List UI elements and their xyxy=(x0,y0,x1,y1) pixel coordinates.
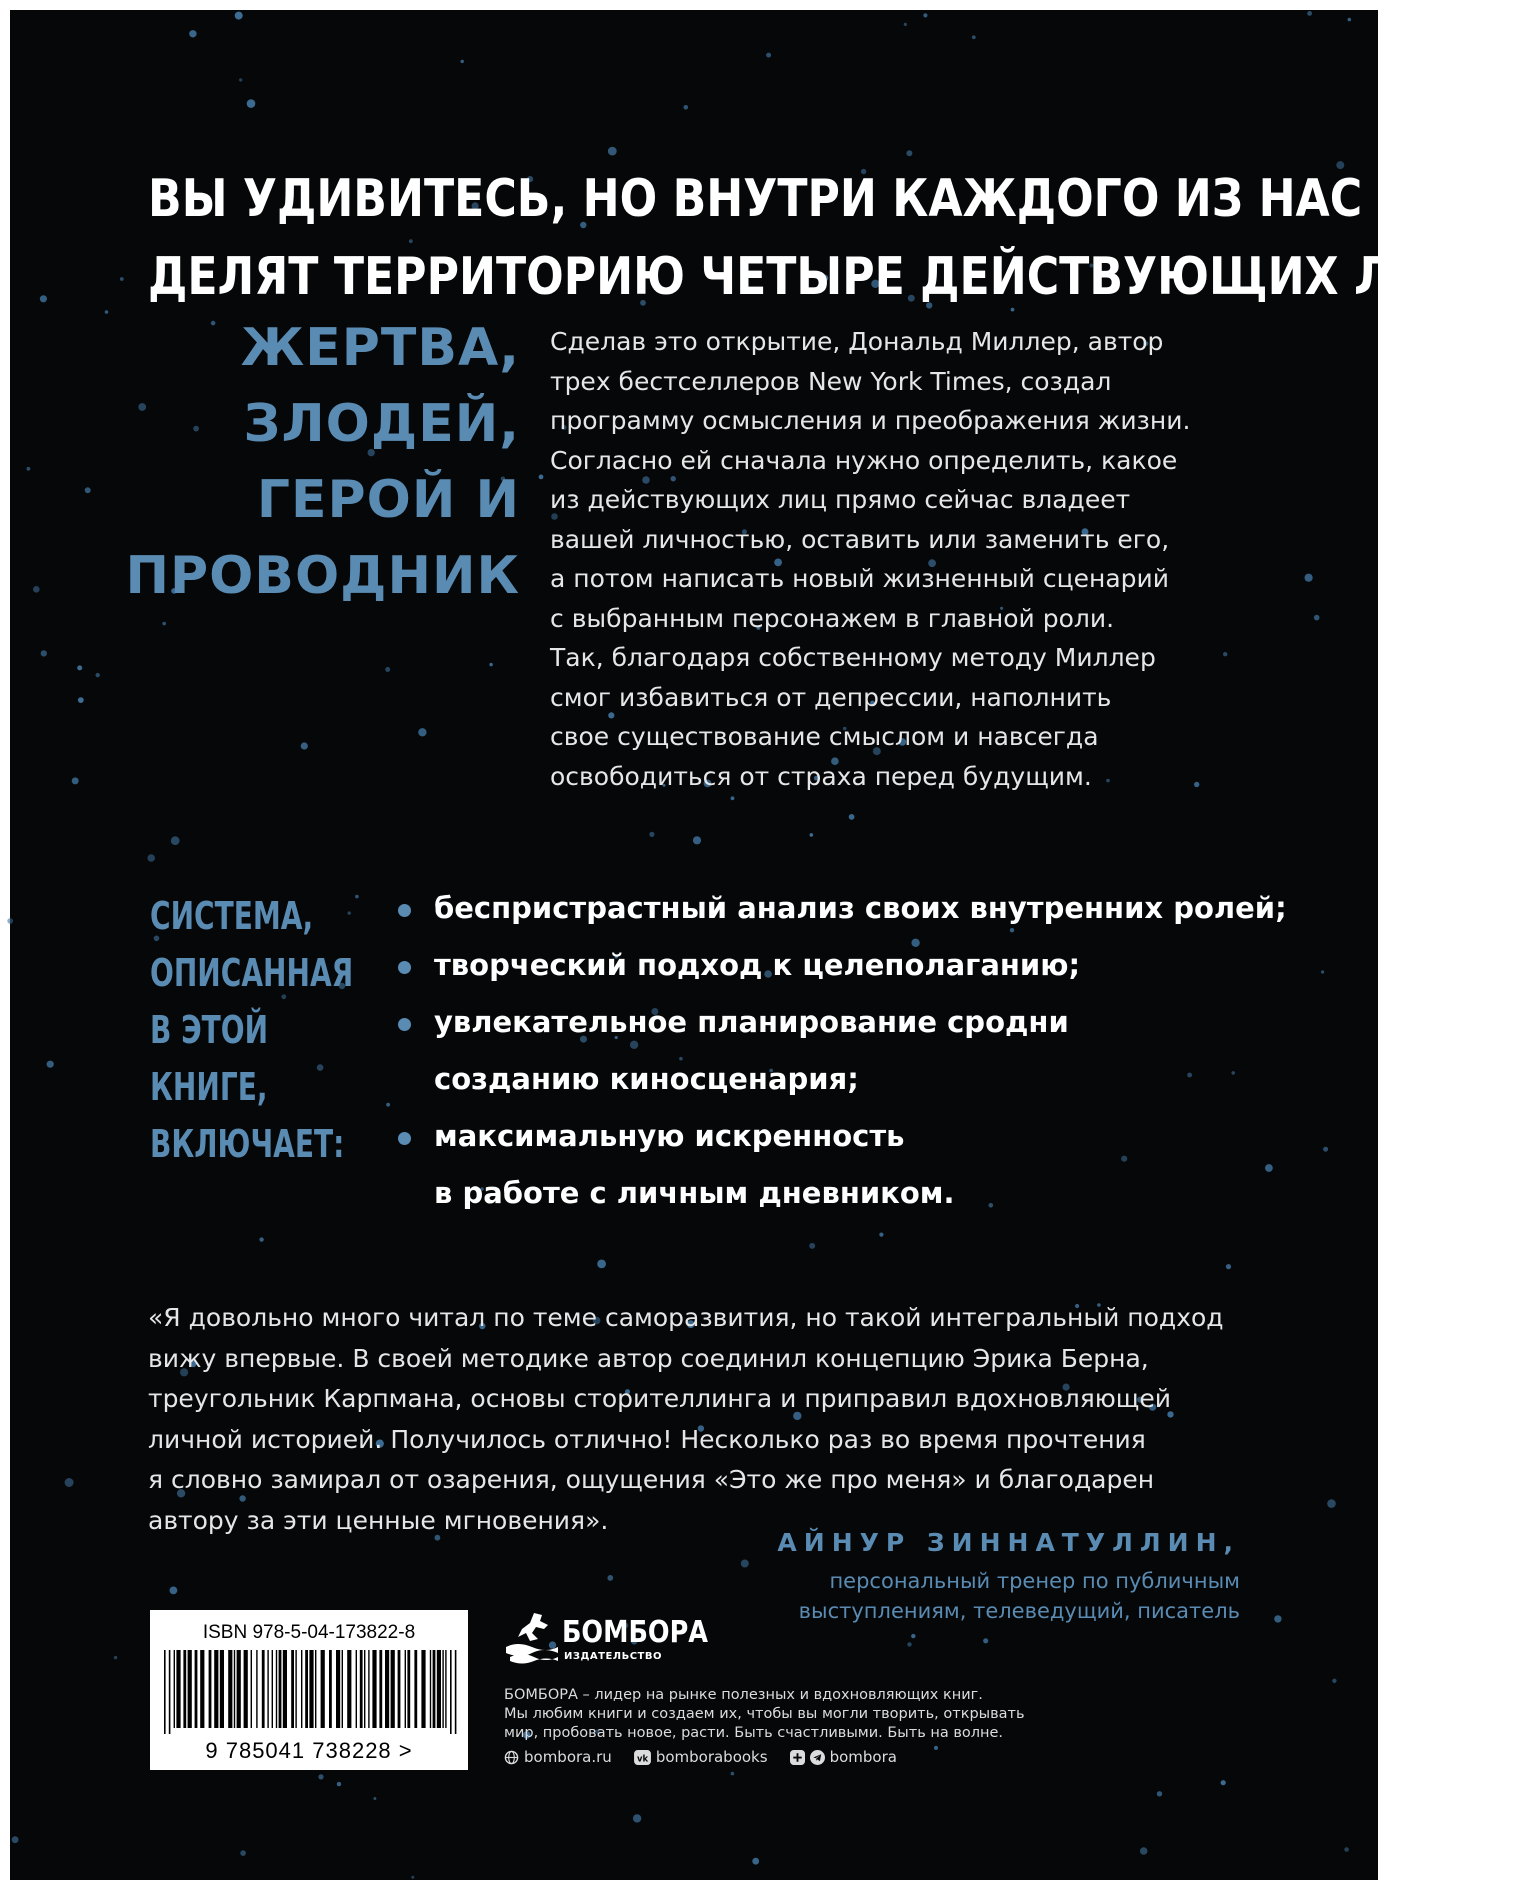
vk-icon xyxy=(634,1750,651,1765)
barcode-bar xyxy=(176,1650,180,1728)
barcode-bar xyxy=(364,1650,365,1728)
star-dot xyxy=(1332,1679,1336,1683)
publisher-description xyxy=(504,1686,1064,1743)
barcode-bar xyxy=(385,1650,389,1728)
star-dot xyxy=(386,1103,390,1107)
system-line: КНИГЕ, xyxy=(150,1065,268,1109)
star-dot xyxy=(318,1774,323,1779)
bullet-dot-icon xyxy=(398,904,411,917)
barcode-bar xyxy=(276,1650,277,1728)
star-dot xyxy=(911,1634,915,1638)
star-dot xyxy=(147,854,155,862)
barcode-bar xyxy=(342,1650,343,1728)
barcode-bar xyxy=(329,1650,332,1728)
social-telegram-text: bombora xyxy=(829,1748,897,1766)
author-title-line: персональный тренер по публичным xyxy=(829,1569,1240,1593)
star-dot xyxy=(171,836,180,845)
testimonial-quote xyxy=(148,1298,1318,1541)
list-item xyxy=(398,880,1358,937)
star-dot xyxy=(120,277,124,281)
barcode-bar xyxy=(295,1650,296,1728)
social-vk[interactable] xyxy=(634,1748,768,1766)
plus-icon xyxy=(790,1750,805,1765)
barcode-bar xyxy=(347,1650,351,1728)
description-line: освободиться от страха перед будущим. xyxy=(550,761,1092,791)
list-item-text: максимальную искренность xyxy=(434,1119,905,1153)
barcode-bar xyxy=(336,1650,340,1728)
barcode-bar xyxy=(407,1650,410,1728)
list-item-text: беспристрастный анализ своих внутренних ролей; xyxy=(434,891,1287,925)
star-dot xyxy=(906,150,912,156)
globe-icon xyxy=(504,1750,519,1765)
barcode-bar xyxy=(398,1650,401,1728)
star-dot xyxy=(972,35,976,39)
barcode-bar xyxy=(301,1650,302,1728)
social-website-text: bombora.ru xyxy=(524,1748,612,1766)
barcode-bar xyxy=(433,1650,436,1728)
star-dot xyxy=(809,1243,815,1249)
star-dot xyxy=(239,78,242,81)
telegram-icon xyxy=(810,1750,825,1765)
star-dot xyxy=(411,1876,414,1879)
description-line: Сделав это открытие, Дональд Миллер, автор xyxy=(550,327,1164,356)
roles-list xyxy=(110,310,520,614)
headline-line-1: ВЫ УДИВИТЕСЬ, НО ВНУТРИ КАЖДОГО ИЗ НАС xyxy=(148,169,1363,229)
star-dot xyxy=(170,1587,178,1595)
star-dot xyxy=(649,832,654,837)
star-dot xyxy=(752,1858,759,1865)
description-line: трех бестселлеров New York Times, создал xyxy=(550,366,1112,396)
list-item-continuation xyxy=(398,1051,1358,1108)
barcode-bar xyxy=(379,1650,382,1728)
star-dot xyxy=(77,665,82,670)
barcode-bar xyxy=(414,1650,417,1728)
barcode-bar xyxy=(251,1650,252,1728)
star-dot xyxy=(189,30,196,37)
bullet-dot-icon xyxy=(398,1132,411,1145)
star-dot xyxy=(731,1772,735,1776)
star-dot xyxy=(731,796,735,800)
list-item-continuation xyxy=(398,1165,1358,1222)
barcode-bar xyxy=(272,1650,273,1728)
star-dot xyxy=(904,23,907,26)
star-dot xyxy=(12,1836,19,1843)
star-dot xyxy=(85,487,91,493)
barcode-bar xyxy=(200,1650,204,1728)
barcode-bar xyxy=(164,1650,166,1734)
barcode-bar xyxy=(214,1650,218,1728)
star-dot xyxy=(1274,1615,1281,1622)
barcode-bar xyxy=(209,1650,212,1728)
star-dot xyxy=(259,1237,263,1241)
barcode-bar xyxy=(445,1650,446,1728)
star-dot xyxy=(40,295,47,302)
barcode-bar xyxy=(234,1650,235,1728)
barcode-bar xyxy=(360,1650,363,1728)
star-dot xyxy=(1344,1847,1349,1852)
star-dot xyxy=(7,918,13,924)
barcode-bar xyxy=(183,1650,186,1728)
barcode-bar xyxy=(372,1650,376,1728)
system-heading xyxy=(150,888,363,1173)
barcode-bar xyxy=(450,1650,452,1734)
barcode xyxy=(164,1650,459,1734)
barcode-bar xyxy=(356,1650,357,1728)
star-dot xyxy=(1314,615,1320,621)
publisher-desc-line: мир, пробовать новое, расти. Быть счастливыми. Быть на волне. xyxy=(504,1725,1004,1741)
star-dot xyxy=(27,467,31,471)
star-dot xyxy=(1336,161,1344,169)
isbn-label: ISBN 978-5-04-173822-8 xyxy=(202,1622,416,1643)
star-dot xyxy=(608,147,617,156)
barcode-digits: 9 785041 738228 > xyxy=(205,1738,413,1763)
barcode-bar xyxy=(437,1650,441,1728)
bombora-logo-icon xyxy=(504,1611,560,1663)
list-item xyxy=(398,994,1358,1051)
description-line: Согласно ей сначала нужно определить, какое xyxy=(550,445,1178,475)
star-dot xyxy=(597,1260,606,1269)
list-item-text: увлекательное планирование сродни xyxy=(434,1005,1069,1039)
system-line: СИСТЕМА, xyxy=(150,894,314,938)
barcode-bar xyxy=(188,1650,192,1728)
star-dot xyxy=(1327,1499,1336,1508)
star-dot xyxy=(907,1642,911,1646)
list-item xyxy=(398,1108,1358,1165)
star-dot xyxy=(489,663,492,666)
publisher-name: БОМБОРА xyxy=(562,1615,709,1650)
barcode-bar xyxy=(305,1650,308,1728)
headline-line-2: ДЕЛЯТ ТЕРРИТОРИЮ ЧЕТЫРЕ ДЕЙСТВУЮЩИХ ЛИЦА: xyxy=(148,247,1521,307)
star-dot xyxy=(539,475,544,480)
quote-line: «Я довольно много читал по теме саморазвития, но такой интегральный подход xyxy=(148,1303,1224,1332)
star-dot xyxy=(78,697,84,703)
star-dot xyxy=(1226,1264,1231,1269)
quote-line: треугольник Карпмана, основы сторителлинга и приправил вдохновляющей xyxy=(148,1384,1171,1413)
publisher-desc-line: БОМБОРА – лидер на рынке полезных и вдохновляющих книг. xyxy=(504,1687,983,1703)
quote-line: автору за эти ценные мгновения». xyxy=(148,1505,609,1535)
quote-line: я словно замирал от озарения, ощущения «Это же про меня» и благодарен xyxy=(148,1465,1155,1494)
description-line: из действующих лиц прямо сейчас владеет xyxy=(550,485,1131,514)
barcode-bar xyxy=(368,1650,369,1728)
social-website[interactable] xyxy=(504,1748,612,1766)
star-dot xyxy=(1221,1780,1226,1785)
social-telegram[interactable] xyxy=(790,1748,897,1766)
star-dot xyxy=(1348,18,1352,22)
star-dot xyxy=(684,105,689,110)
barcode-bar xyxy=(262,1650,265,1728)
book-back-cover xyxy=(10,10,1521,1880)
barcode-bar xyxy=(174,1650,175,1728)
star-dot xyxy=(1157,1791,1162,1796)
description-line: а потом написать новый жизненный сценарий xyxy=(550,564,1170,593)
barcode-bar xyxy=(455,1650,457,1734)
social-vk-text: bomborabooks xyxy=(655,1748,768,1766)
svg-text:vk: vk xyxy=(636,1752,648,1763)
bullet-dot-icon xyxy=(398,1018,411,1031)
role-guide: ПРОВОДНИК xyxy=(125,546,520,606)
barcode-bar xyxy=(279,1650,282,1728)
star-dot xyxy=(96,673,100,677)
list-item-text: творческий подход к целеполаганию; xyxy=(434,948,1081,982)
star-dot xyxy=(1305,574,1313,582)
description-line: с выбранным персонажем в главной роли. xyxy=(550,603,1115,633)
star-dot xyxy=(810,833,814,837)
list-item-text: в работе с личным дневником. xyxy=(434,1176,955,1210)
features-list xyxy=(398,880,1358,1222)
role-hero: ГЕРОЙ И xyxy=(256,470,520,530)
quote-author-name: АЙНУР ЗИННАТУЛЛИН, xyxy=(777,1528,1240,1557)
system-line: В ЭТОЙ xyxy=(150,1008,269,1052)
quote-author-title xyxy=(670,1566,1240,1626)
star-dot xyxy=(934,1746,938,1750)
description-line: свое существование смыслом и навсегда xyxy=(550,722,1099,751)
barcode-bar xyxy=(256,1650,257,1728)
star-dot xyxy=(373,1797,376,1800)
star-dot xyxy=(240,1850,246,1856)
star-dot xyxy=(607,1575,613,1581)
star-dot xyxy=(33,586,40,593)
barcode-bar xyxy=(391,1650,395,1728)
barcode-bar xyxy=(267,1650,268,1728)
star-dot xyxy=(418,728,426,736)
star-dot xyxy=(162,622,166,626)
star-dot xyxy=(766,53,771,58)
description-line: программу осмысления и преображения жизни. xyxy=(550,406,1191,435)
description-line: Так, благодаря собственному методу Миллер xyxy=(550,643,1156,672)
headline xyxy=(148,160,1521,316)
star-dot xyxy=(72,777,79,784)
star-dot xyxy=(47,1061,54,1068)
star-dot xyxy=(983,1638,988,1643)
system-line: ОПИСАННАЯ xyxy=(150,951,354,995)
list-item xyxy=(398,937,1358,994)
barcode-bar xyxy=(442,1650,443,1728)
star-dot xyxy=(633,1814,641,1822)
star-dot xyxy=(301,742,308,749)
quote-line: личной историей. Получилось отлично! Несколько раз во время прочтения xyxy=(148,1424,1146,1454)
barcode-bar xyxy=(244,1650,248,1728)
barcode-bar xyxy=(237,1650,241,1728)
star-dot xyxy=(41,650,47,656)
barcode-bar xyxy=(405,1650,406,1728)
star-dot xyxy=(114,1656,117,1659)
barcode-bar xyxy=(283,1650,287,1728)
publisher-sub: ИЗДАТЕЛЬСТВО xyxy=(564,1651,662,1662)
star-dot xyxy=(247,99,256,108)
barcode-bar xyxy=(430,1650,431,1728)
star-dot xyxy=(849,814,855,820)
role-victim: ЖЕРТВА, xyxy=(240,318,520,378)
barcode-bar xyxy=(321,1650,325,1728)
barcode-bar xyxy=(169,1650,171,1734)
star-dot xyxy=(879,1233,883,1237)
barcode-bar xyxy=(228,1650,232,1728)
description-line: смог избавиться от депрессии, наполнить xyxy=(550,682,1112,712)
isbn-barcode-box xyxy=(150,1610,468,1770)
description-line: вашей личностью, оставить или заменить его, xyxy=(550,524,1170,554)
star-dot xyxy=(923,13,927,17)
star-dot xyxy=(235,12,243,20)
barcode-bar xyxy=(309,1650,313,1728)
star-dot xyxy=(385,667,390,672)
publisher-desc-line: Мы любим книги и создаем их, чтобы вы могли творить, открывать xyxy=(504,1706,1025,1722)
system-line: ВКЛЮЧАЕТ: xyxy=(150,1122,345,1166)
social-links xyxy=(504,1748,919,1766)
barcode-bar xyxy=(220,1650,224,1728)
star-dot xyxy=(1307,11,1312,16)
star-dot xyxy=(461,60,464,63)
star-dot xyxy=(65,1478,74,1487)
list-item-text: созданию киносценария; xyxy=(434,1062,859,1096)
star-dot xyxy=(693,836,701,844)
star-dot xyxy=(1140,1847,1148,1855)
star-dot xyxy=(105,310,109,314)
barcode-bar xyxy=(421,1650,425,1728)
barcode-bar xyxy=(291,1650,294,1728)
author-title-line: выступлениям, телеведущий, писатель xyxy=(798,1599,1240,1623)
quote-line: вижу впервые. В своей методике автор соединил концепцию Эрика Берна, xyxy=(148,1343,1149,1373)
barcode-bar xyxy=(315,1650,316,1728)
description xyxy=(550,322,1270,796)
star-dot xyxy=(337,1782,341,1786)
role-villain: ЗЛОДЕЙ, xyxy=(243,394,520,454)
bullet-dot-icon xyxy=(398,961,411,974)
barcode-bar xyxy=(195,1650,198,1728)
